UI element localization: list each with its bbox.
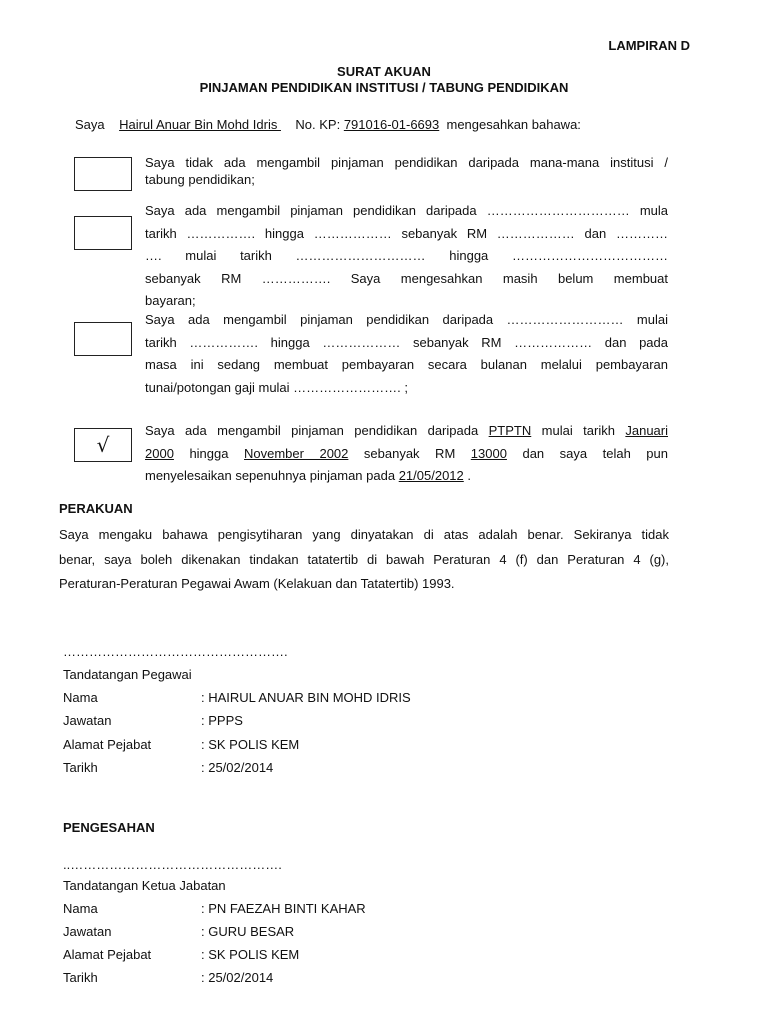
ketua-signature-label: Tandatangan Ketua Jabatan bbox=[63, 878, 226, 893]
pegawai-row-nama bbox=[63, 690, 663, 712]
text-segment: mulai tarikh bbox=[541, 423, 615, 438]
ketua-row-tarikh bbox=[63, 970, 663, 992]
field-label: Alamat Pejabat bbox=[63, 737, 152, 752]
perakuan-body bbox=[59, 523, 669, 597]
option-3-line: tunai/potongan gaji mulai ……………………. ; bbox=[145, 379, 408, 395]
field-label: Nama bbox=[63, 901, 98, 916]
option-2-checkbox[interactable] bbox=[74, 216, 132, 250]
text-segment: menyelesaikan sepenuhnya pinjaman pada bbox=[145, 468, 396, 483]
option-1-checkbox[interactable] bbox=[74, 157, 132, 191]
pengesahan-heading: PENGESAHAN bbox=[63, 820, 155, 835]
field-label: Alamat Pejabat bbox=[63, 947, 152, 962]
declarant-name: Hairul Anuar Bin Mohd Idris bbox=[119, 117, 281, 132]
settled-date: 21/05/2012 bbox=[398, 468, 464, 483]
intro-tail: mengesahkan bahawa: bbox=[446, 117, 581, 132]
option-2-line: bayaran; bbox=[145, 293, 196, 308]
loan-amount: 13000 bbox=[470, 445, 507, 461]
field-value: : PN FAEZAH BINTI KAHAR bbox=[201, 901, 366, 916]
text-segment: hingga bbox=[189, 445, 229, 461]
perakuan-line: Saya mengaku bahawa pengisytiharan yang dinyatakan di atas adalah benar. Sekiranya tidak bbox=[59, 527, 669, 542]
option-3-line: tarikh ……………. hingga ……………… sebanyak RM ……………… dan pada bbox=[145, 334, 668, 350]
field-label: Jawatan bbox=[63, 713, 112, 728]
option-1-text bbox=[145, 152, 668, 191]
option-3-checkbox[interactable] bbox=[74, 322, 132, 356]
field-value: : 25/02/2014 bbox=[201, 760, 274, 775]
ketua-row-jawatan bbox=[63, 924, 663, 946]
title-line-1: SURAT AKUAN bbox=[337, 64, 431, 79]
end-date: November 2002 bbox=[244, 445, 349, 461]
text-segment: dan saya telah pun bbox=[522, 445, 669, 461]
pegawai-row-tarikh bbox=[63, 760, 663, 782]
pegawai-signature-label: Tandatangan Pegawai bbox=[63, 667, 192, 682]
lampiran-label: LAMPIRAN D bbox=[608, 38, 690, 53]
lender-name: PTPTN bbox=[488, 423, 532, 438]
text-segment: Saya ada mengambil pinjaman pendidikan daripada bbox=[145, 423, 479, 438]
field-label: Tarikh bbox=[63, 760, 98, 775]
perakuan-line: benar, saya boleh dikenakan tindakan tatatertib di bawah Peraturan 4 (f) dan Peraturan 4 (g), bbox=[59, 551, 669, 567]
kp-number: 791016-01-6693 bbox=[343, 117, 440, 132]
kp-label: No. KP: bbox=[295, 117, 341, 132]
perakuan-line: Peraturan-Peraturan Pegawai Awam (Kelakuan dan Tatatertib) 1993. bbox=[59, 576, 455, 591]
option-2-line: …. mulai tarikh ………………………… hingga ……………………………… bbox=[145, 248, 668, 263]
option-4-mark: √ bbox=[96, 433, 110, 457]
title-line-2: PINJAMAN PENDIDIKAN INSTITUSI / TABUNG PENDIDIKAN bbox=[199, 80, 569, 95]
option-3-line: masa ini sedang membuat pembayaran secara bulanan melalui pembayaran bbox=[145, 357, 668, 372]
field-label: Jawatan bbox=[63, 924, 112, 939]
field-value: : SK POLIS KEM bbox=[201, 947, 300, 962]
intro-saya: Saya bbox=[75, 117, 105, 132]
ketua-row-alamat bbox=[63, 947, 663, 969]
field-value: : HAIRUL ANUAR BIN MOHD IDRIS bbox=[201, 690, 411, 705]
field-value: : PPPS bbox=[201, 713, 243, 728]
field-label: Tarikh bbox=[63, 970, 98, 985]
start-year: 2000 bbox=[145, 445, 174, 461]
pegawai-row-jawatan bbox=[63, 713, 663, 735]
ketua-signature-line: ..…………………………………………. bbox=[63, 857, 282, 872]
field-value: : GURU BESAR bbox=[201, 924, 295, 939]
text-segment: sebanyak RM bbox=[363, 445, 456, 461]
ketua-row-nama bbox=[63, 901, 663, 923]
option-1-line: Saya tidak ada mengambil pinjaman pendidikan daripada mana-mana institusi / bbox=[145, 155, 668, 170]
field-label: Nama bbox=[63, 690, 98, 705]
option-3-text bbox=[145, 309, 668, 399]
option-2-line: sebanyak RM ……………. Saya mengesahkan masih belum membuat bbox=[145, 270, 668, 286]
option-2-line: tarikh ……………. hingga ……………… sebanyak RM ……………… dan ………… bbox=[145, 225, 668, 241]
option-2-text bbox=[145, 200, 668, 308]
option-4-text bbox=[145, 420, 668, 488]
perakuan-heading: PERAKUAN bbox=[59, 501, 133, 516]
start-month: Januari bbox=[625, 423, 668, 438]
option-1-line: tabung pendidikan; bbox=[145, 171, 255, 187]
field-value: : 25/02/2014 bbox=[201, 970, 274, 985]
option-2-line: Saya ada mengambil pinjaman pendidikan daripada …………………………… mula bbox=[145, 203, 668, 218]
intro-line bbox=[75, 117, 581, 132]
option-4-line-1 bbox=[145, 420, 668, 443]
pegawai-row-alamat bbox=[63, 737, 663, 759]
pegawai-signature-line: ……………………………………………. bbox=[63, 644, 288, 659]
field-value: : SK POLIS KEM bbox=[201, 737, 300, 752]
option-4-checkbox[interactable] bbox=[74, 428, 132, 462]
text-segment: . bbox=[467, 468, 472, 483]
option-4-line-2 bbox=[145, 443, 668, 466]
option-4-line-3 bbox=[145, 465, 668, 488]
option-3-line: Saya ada mengambil pinjaman pendidikan daripada ……………………… mulai bbox=[145, 312, 668, 327]
